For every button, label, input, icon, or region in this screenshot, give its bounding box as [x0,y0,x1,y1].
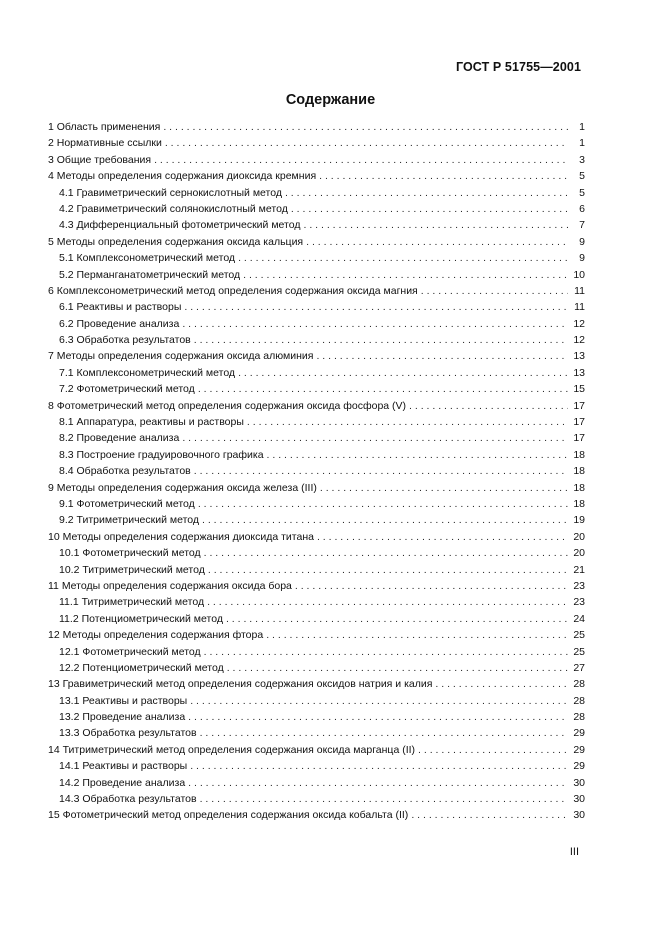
toc-entry-page: 5 [579,186,585,199]
toc-dot-leader [208,562,568,578]
toc-entry [48,693,585,709]
toc-entry-title: 14 Титриметрический метод определения содержания оксида марганца (II) [48,743,416,756]
toc-dot-leader [319,168,568,184]
toc-dot-leader [198,496,568,512]
toc-entry-page: 23 [573,596,585,609]
toc-entry-page: 9 [579,235,585,248]
toc-entry-title: 9 Методы определения содержания оксида железа (III) [48,481,317,494]
toc-entry-page: 17 [573,432,585,445]
toc-entry-title: 5 Методы определения содержания оксида кальция [48,235,304,248]
page-number: III [569,846,579,858]
toc-entry-title: 12 Методы определения содержания фтора [48,629,264,642]
toc-entry [48,807,585,823]
toc-entry [48,791,585,807]
toc-dot-leader [200,791,568,807]
toc-entry [48,398,585,414]
toc-entry-page: 25 [573,629,585,642]
toc-entry-title: 11.1 Титриметрический метод [59,596,205,609]
toc-dot-leader [226,611,568,627]
toc-entry-title: 7.2 Фотометрический метод [59,383,195,396]
toc-entry-title: 3 Общие требования [48,153,152,166]
toc-dot-leader [285,185,568,201]
toc-entry-page: 17 [573,399,585,412]
toc-dot-leader [163,119,568,135]
toc-entry-title: 13.2 Проведение анализа [59,711,186,724]
toc-dot-leader [409,398,568,414]
toc-dot-leader [238,250,568,266]
toc-entry [48,135,585,151]
toc-dot-leader [188,775,568,791]
toc-entry [48,250,585,266]
toc-entry-page: 6 [579,202,585,215]
toc-dot-leader [184,299,568,315]
toc-entry-title: 4.3 Дифференциальный фотометрический метод [59,219,301,232]
toc-entry-page: 29 [573,727,585,740]
toc-entry-page: 29 [573,743,585,756]
toc-entry-title: 15 Фотометрический метод определения содержания оксида кобальта (II) [48,809,409,822]
toc-entry-title: 10.1 Фотометрический метод [59,547,201,560]
toc-entry-page: 30 [573,776,585,789]
toc-entry [48,152,585,168]
toc-dot-leader [243,267,568,283]
toc-entry [48,758,585,774]
toc-entry-page: 3 [579,153,585,166]
toc-entry [48,545,585,561]
toc-entry-title: 4.2 Гравиметрический солянокислотный метод [59,202,288,215]
toc-entry-title: 8 Фотометрический метод определения содержания оксида фосфора (V) [48,399,407,412]
toc-dot-leader [154,152,568,168]
toc-entry-page: 23 [573,579,585,592]
toc-entry-title: 6.2 Проведение анализа [59,317,180,330]
toc-dot-leader [165,135,568,151]
toc-entry-title: 4.1 Гравиметрический сернокислотный метод [59,186,282,199]
toc-entry-title: 12.1 Фотометрический метод [59,645,201,658]
toc-dot-leader [182,316,568,332]
toc-dot-leader [190,758,568,774]
toc-dot-leader [266,627,568,643]
toc-entry [48,709,585,725]
toc-entry-page: 25 [573,645,585,658]
toc-entry-page: 30 [573,793,585,806]
toc-entry-title: 8.4 Обработка результатов [59,465,191,478]
toc-entry-title: 9.2 Титриметрический метод [59,514,200,527]
toc-entry-page: 28 [573,711,585,724]
toc-entry-page: 28 [573,678,585,691]
toc-dot-leader [200,725,568,741]
toc-entry [48,348,585,364]
toc-entry-page: 28 [573,694,585,707]
toc-entry [48,644,585,660]
toc-dot-leader [207,594,568,610]
toc-entry [48,676,585,692]
toc-dot-leader [188,709,568,725]
toc-entry-page: 18 [573,481,585,494]
toc-entry [48,430,585,446]
toc-entry [48,594,585,610]
toc-entry [48,775,585,791]
toc-dot-leader [182,430,568,446]
toc-dot-leader [418,742,568,758]
toc-entry-page: 24 [573,612,585,625]
toc-entry-page: 27 [573,661,585,674]
toc-dot-leader [238,365,568,381]
toc-entry-title: 8.1 Аппаратура, реактивы и растворы [59,416,244,429]
toc-entry-page: 13 [573,350,585,363]
toc-entry [48,627,585,643]
toc-dot-leader [411,807,568,823]
toc-entry-title: 8.2 Проведение анализа [59,432,180,445]
toc-entry [48,512,585,528]
toc-entry-page: 30 [573,809,585,822]
toc-dot-leader [421,283,568,299]
toc-dot-leader [306,234,568,250]
toc-entry [48,316,585,332]
toc-entry [48,217,585,233]
toc-entry-title: 2 Нормативные ссылки [48,137,162,150]
toc-entry-title: 12.2 Потенциометрический метод [59,661,224,674]
toc-dot-leader [204,644,568,660]
toc-dot-leader [190,693,568,709]
toc-entry-page: 29 [573,760,585,773]
toc-entry-title: 8.3 Построение градуировочного графика [59,448,264,461]
toc-entry-title: 4 Методы определения содержания диоксида кремния [48,170,317,183]
toc-entry-title: 6 Комплексонометрический метод определения содержания оксида магния [48,284,418,297]
toc-entry-page: 7 [579,219,585,232]
page-title: Содержание [285,92,376,108]
toc-entry-page: 19 [573,514,585,527]
toc-entry [48,381,585,397]
toc-entry-title: 7 Методы определения содержания оксида алюминия [48,350,314,363]
toc-dot-leader [204,545,568,561]
toc-entry-page: 12 [573,334,585,347]
toc-entry [48,283,585,299]
toc-dot-leader [198,381,568,397]
toc-entry-page: 15 [573,383,585,396]
toc-entry [48,185,585,201]
toc-dot-leader [227,660,568,676]
toc-entry-title: 13 Гравиметрический метод определения содержания оксидов натрия и калия [48,678,433,691]
toc-entry-title: 1 Область применения [48,121,161,133]
toc-dot-leader [291,201,568,217]
toc-entry-page: 20 [573,547,585,560]
toc-dot-leader [247,414,568,430]
toc-entry [48,742,585,758]
toc-entry-page: 18 [573,448,585,461]
toc-entry-title: 5.1 Комплексонометрический метод [59,252,236,265]
toc-entry-title: 11.2 Потенциометрический метод [59,612,223,625]
toc-entry [48,496,585,512]
toc-dot-leader [316,348,568,364]
toc-entry-title: 9.1 Фотометрический метод [59,497,195,510]
toc-entry-page: 17 [573,416,585,429]
toc-entry-page: 1 [579,121,585,133]
toc-entry [48,725,585,741]
toc-entry-title: 6.3 Обработка результатов [59,334,191,347]
toc-dot-leader [320,480,568,496]
toc-dot-leader [194,463,568,479]
toc-entry [48,168,585,184]
toc-entry-page: 20 [573,530,585,543]
toc-entry-page: 5 [579,170,585,183]
toc-entry [48,234,585,250]
toc-entry [48,414,585,430]
toc-entry-title: 11 Методы определения содержания оксида бора [48,579,292,592]
toc-dot-leader [194,332,568,348]
toc-entry [48,480,585,496]
toc-dot-leader [295,578,568,594]
toc-entry-title: 5.2 Перманганатометрический метод [59,268,241,281]
toc-entry [48,332,585,348]
toc-entry [48,611,585,627]
toc-entry [48,119,585,135]
toc-dot-leader [435,676,568,692]
toc-entry-title: 14.3 Обработка результатов [59,793,197,806]
toc-entry-page: 13 [573,366,585,379]
toc-entry-title: 14.1 Реактивы и растворы [59,760,188,773]
toc-entry-page: 18 [573,465,585,478]
table-of-contents [48,119,585,824]
toc-entry-page: 9 [579,252,585,265]
toc-entry-title: 14.2 Проведение анализа [59,776,186,789]
toc-entry-page: 11 [574,284,585,297]
toc-entry-page: 10 [573,268,585,281]
toc-entry-page: 12 [573,317,585,330]
toc-entry-page: 1 [579,137,585,150]
toc-entry-title: 6.1 Реактивы и растворы [59,301,182,314]
toc-entry-title: 10 Методы определения содержания диоксида титана [48,530,314,543]
toc-entry [48,529,585,545]
toc-entry-title: 7.1 Комплексонометрический метод [59,366,236,379]
toc-entry [48,201,585,217]
toc-entry-title: 13.3 Обработка результатов [59,727,197,740]
toc-entry [48,299,585,315]
toc-entry [48,463,585,479]
toc-entry [48,562,585,578]
document-header-code: ГОСТ Р 51755—2001 [455,60,581,74]
toc-entry-title: 13.1 Реактивы и растворы [59,694,188,707]
toc-dot-leader [317,529,568,545]
toc-entry [48,447,585,463]
toc-entry-page: 21 [573,563,585,576]
toc-dot-leader [202,512,568,528]
toc-entry [48,578,585,594]
toc-entry-page: 11 [574,301,585,314]
toc-dot-leader [267,447,568,463]
toc-dot-leader [303,217,568,233]
toc-entry [48,365,585,381]
toc-entry-title: 10.2 Титриметрический метод [59,563,205,576]
toc-entry-page: 18 [573,497,585,510]
toc-entry [48,267,585,283]
toc-entry [48,660,585,676]
